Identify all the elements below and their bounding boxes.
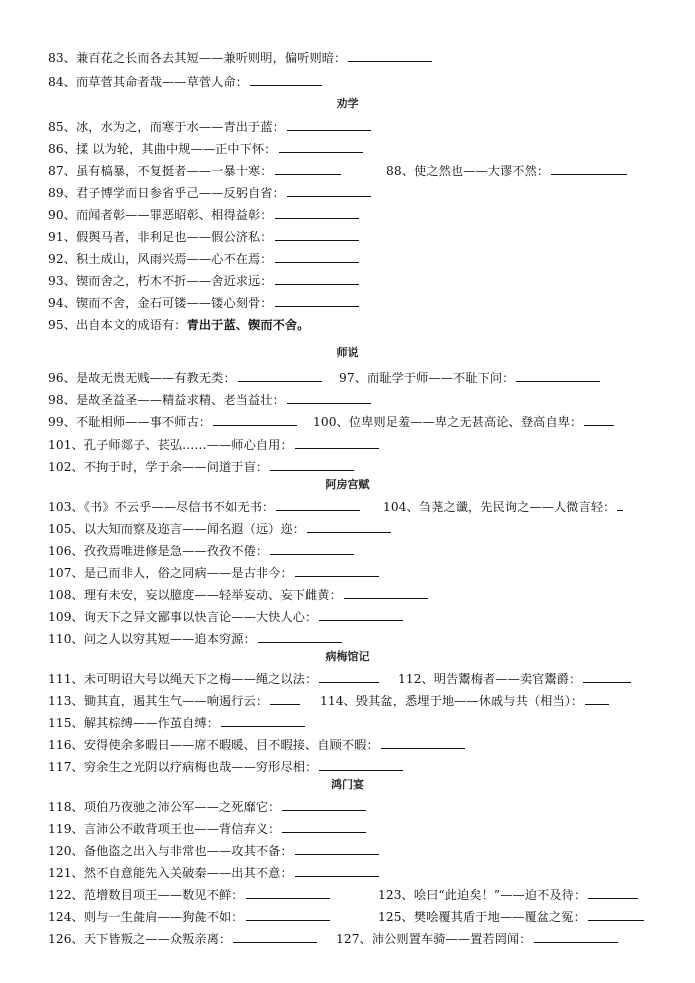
question-line (48, 48, 432, 68)
question-line (48, 435, 379, 455)
question-line (48, 757, 403, 777)
question-item (48, 186, 371, 200)
answer-blank[interactable] (588, 907, 644, 921)
question-item (48, 415, 297, 429)
question-line (48, 929, 532, 949)
question-text: 107、是己而非人，俗之同病——是古非今： (48, 566, 293, 580)
answer-blank[interactable] (319, 607, 403, 621)
answer-blank[interactable] (275, 205, 359, 219)
question-line (48, 271, 359, 291)
question-item (398, 669, 631, 689)
answer-blank[interactable] (258, 629, 342, 643)
question-line (48, 629, 342, 649)
answer-blank[interactable] (287, 117, 371, 131)
question-text: 90、而闻者彰——罪恶昭彰、相得益彰： (48, 208, 273, 222)
question-text: 102、不拘于时，学于余——问道于盲： (48, 460, 269, 474)
question-item (48, 694, 300, 708)
answer-blank[interactable] (275, 227, 359, 241)
question-item (48, 888, 330, 902)
answer-blank[interactable] (348, 48, 432, 62)
answer-blank[interactable] (279, 139, 363, 153)
answer-blank[interactable] (295, 863, 379, 877)
answer-blank[interactable] (270, 457, 354, 471)
question-line (48, 607, 403, 627)
question-item (320, 691, 609, 711)
answer-blank[interactable] (238, 368, 322, 382)
question-item (48, 866, 379, 880)
question-line (48, 183, 371, 203)
answer-blank[interactable] (287, 183, 371, 197)
question-text: 86、揉 以为轮，其曲中规——正中下怀： (48, 142, 277, 156)
question-item (48, 252, 359, 266)
question-text: 96、是故无贵无贱——有教无类： (48, 371, 236, 385)
question-item (313, 412, 614, 432)
question-line (48, 227, 359, 247)
question-text: 111、未可明诏大号以绳天下之梅——绳之以法： (48, 672, 318, 686)
question-line (48, 139, 363, 159)
answer-blank[interactable] (344, 585, 428, 599)
question-line (48, 863, 379, 883)
question-line (48, 669, 582, 689)
question-text: 122、范增数目项王——数见不鲜： (48, 888, 244, 902)
answer-blank[interactable] (246, 907, 330, 921)
answer-blank[interactable] (282, 819, 366, 833)
question-text: 123、哙曰“此迫矣！”——迫不及待： (378, 888, 587, 902)
answer-blank[interactable] (551, 161, 627, 175)
question-text: 125、樊哙覆其盾于地——覆盆之冤： (378, 910, 586, 924)
question-text: 83、兼百花之长而各去其短——兼听则明，偏听则暗： (48, 51, 347, 65)
question-line (48, 585, 428, 605)
question-line (48, 161, 550, 181)
question-line (48, 519, 391, 539)
answer-blank[interactable] (307, 519, 391, 533)
question-text: 112、明告鬻梅者——卖官鬻爵： (398, 672, 582, 686)
answer-blank[interactable] (588, 885, 638, 899)
answer-blank[interactable] (287, 390, 371, 404)
question-item (48, 760, 403, 774)
question-text: 89、君子博学而日参省乎己——反躬自省： (48, 186, 285, 200)
question-text: 99、不耻相师——事不师古： (48, 415, 212, 429)
section-heading: 师说 (336, 346, 359, 359)
answer-blank[interactable] (295, 435, 379, 449)
question-line (48, 563, 379, 583)
question-line (48, 72, 322, 92)
question-text: 95、出自本文的成语有： (48, 318, 187, 332)
section-heading: 鸿门宴 (331, 778, 364, 791)
answer-blank[interactable] (275, 293, 359, 307)
question-text: 115、解其棕缚——作茧自缚： (48, 716, 220, 730)
question-item (48, 672, 379, 686)
question-line (48, 293, 359, 313)
answer-blank[interactable] (319, 757, 403, 771)
answer-text: 青出于蓝、锲而不舍。 (186, 318, 310, 332)
question-item (48, 844, 379, 858)
question-item (48, 393, 371, 407)
question-text: 110、问之人以穷其短——追本穷源： (48, 632, 256, 646)
question-item (48, 610, 403, 624)
question-line (48, 735, 465, 755)
question-line (48, 841, 379, 861)
question-text: 101、孔子师郯子、苌弘……——师心自用： (48, 438, 293, 452)
question-item (48, 318, 309, 332)
question-item (378, 885, 638, 905)
answer-blank[interactable] (583, 669, 631, 683)
question-line (48, 497, 616, 517)
question-line (48, 541, 354, 561)
question-text: 127、沛公则置车骑——置若罔闻： (336, 932, 532, 946)
question-line (48, 819, 366, 839)
question-text: 116、安得使余多暇日——席不暇暖、目不暇接、自顾不暇： (48, 738, 379, 752)
question-item (336, 929, 618, 949)
question-line (48, 457, 354, 477)
question-item (48, 296, 359, 310)
answer-blank[interactable] (534, 929, 618, 943)
answer-blank[interactable] (250, 72, 322, 86)
question-line (48, 885, 587, 905)
question-item (48, 738, 465, 752)
question-text: 106、孜孜焉唯进修是急——孜孜不倦： (48, 544, 269, 558)
question-text: 124、则与一生彘肩——狗彘不如： (48, 910, 244, 924)
question-text: 98、是故圣益圣——精益求精、老当益壮： (48, 393, 285, 407)
question-text: 100、位卑则足羞——卑之无甚高论、登高自卑： (313, 415, 583, 429)
question-text: 108、理有未安，妄以臆度——轻举妄动、妄下雌黄： (48, 588, 342, 602)
question-text: 105、以大知而察及迩言——闻名遐（远）迩： (48, 522, 306, 536)
question-item (48, 142, 363, 156)
answer-blank[interactable] (276, 497, 360, 511)
question-line (48, 412, 583, 432)
answer-blank[interactable] (319, 669, 379, 683)
question-text: 113、锄其直，遏其生气——响遏行云： (48, 694, 269, 708)
answer-blank[interactable] (275, 161, 341, 175)
question-text: 109、询天下之异文鄙事以快言论——大快人心： (48, 610, 318, 624)
question-text: 118、项伯乃夜驰之沛公军——之死靡它： (48, 800, 281, 814)
answer-blank[interactable] (233, 929, 317, 943)
question-line (48, 249, 359, 269)
question-text: 91、假舆马者，非利足也——假公济私： (48, 230, 273, 244)
question-item (48, 120, 371, 134)
answer-blank[interactable] (275, 271, 359, 285)
answer-blank[interactable] (246, 885, 330, 899)
question-item (48, 566, 379, 580)
question-line (48, 205, 359, 225)
question-text: 119、言沛公不敢背项王也——背信弃义： (48, 822, 281, 836)
question-item (48, 588, 428, 602)
question-item (386, 161, 627, 181)
question-text: 88、使之然也——大谬不然： (386, 164, 550, 178)
question-item (48, 438, 379, 452)
answer-blank[interactable] (275, 249, 359, 263)
question-item (48, 800, 366, 814)
answer-blank[interactable] (295, 841, 379, 855)
question-item (48, 164, 341, 178)
question-text: 121、然不自意能先入关破秦——出其不意： (48, 866, 293, 880)
answer-blank[interactable] (221, 713, 305, 727)
question-text: 92、积土成山，风雨兴焉——心不在焉： (48, 252, 273, 266)
question-item (48, 230, 359, 244)
question-item (48, 51, 432, 65)
question-item (48, 500, 360, 514)
question-text: 97、而耻学于师——不耻下问： (339, 371, 515, 385)
question-line (48, 713, 305, 733)
question-text: 104、刍荛之谶，先民询之——人微言轻： (383, 500, 616, 514)
question-line (48, 368, 515, 388)
question-item (48, 371, 322, 385)
question-line (48, 315, 309, 335)
answer-blank[interactable] (282, 797, 366, 811)
question-item (383, 497, 623, 517)
question-item (48, 460, 354, 474)
answer-blank[interactable] (270, 691, 300, 705)
question-text: 85、冰，水为之，而寒于水——青出于蓝： (48, 120, 285, 134)
question-line (48, 390, 371, 410)
section-heading: 病梅馆记 (325, 650, 370, 663)
question-text: 84、而草菅其命者哉——草菅人命： (48, 75, 249, 89)
question-item (48, 822, 366, 836)
question-text: 94、锲而不舍，金石可镂——镂心刻骨： (48, 296, 273, 310)
question-line (48, 117, 371, 137)
question-item (48, 716, 305, 730)
question-text: 114、毁其盆，悉埋于地——休戚与共（相当）： (320, 694, 584, 708)
question-item (48, 910, 330, 924)
answer-blank[interactable] (585, 691, 609, 705)
question-item (48, 208, 359, 222)
question-text: 87、虽有槁暴，不复挺者——一暴十寒： (48, 164, 273, 178)
section-heading: 阿房宫赋 (325, 478, 370, 491)
question-text: 103、《书》不云乎——尽信书不如无书： (48, 500, 275, 514)
question-item (48, 522, 391, 536)
answer-blank[interactable] (213, 412, 297, 426)
question-item (48, 932, 317, 946)
question-line (48, 907, 586, 927)
question-item (378, 907, 644, 927)
answer-blank[interactable] (617, 497, 623, 511)
question-item (339, 368, 600, 388)
answer-blank[interactable] (584, 412, 614, 426)
question-text: 117、穷余生之光阴以疗病梅也哉——穷形尽相： (48, 760, 318, 774)
question-text: 93、锲而舍之，朽木不折——舍近求远： (48, 274, 273, 288)
answer-blank[interactable] (516, 368, 600, 382)
question-text: 126、天下皆叛之——众叛亲离： (48, 932, 232, 946)
section-heading: 劝学 (336, 97, 359, 110)
question-item (48, 75, 322, 89)
question-line (48, 691, 584, 711)
question-item (48, 632, 342, 646)
question-text: 120、备他盗之出入与非常也——攻其不备： (48, 844, 293, 858)
answer-blank[interactable] (270, 541, 354, 555)
question-line (48, 797, 366, 817)
answer-blank[interactable] (295, 563, 379, 577)
question-item (48, 274, 359, 288)
question-item (48, 544, 354, 558)
answer-blank[interactable] (381, 735, 465, 749)
